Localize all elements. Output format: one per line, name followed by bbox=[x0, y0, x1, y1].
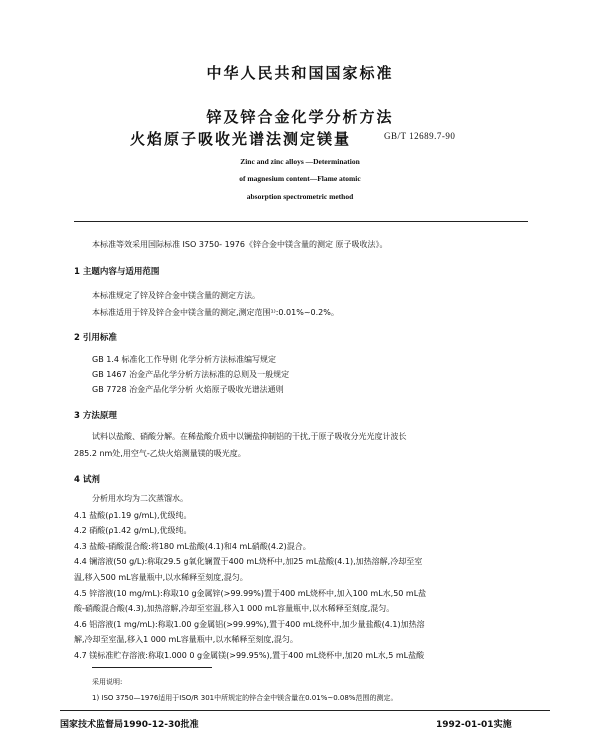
footnote-label: 采用说明: bbox=[92, 678, 123, 686]
section-4-line-1: 分析用水均为二次蒸馏水。 bbox=[92, 494, 188, 503]
section-2-line-3: GB 7728 冶金产品化学分析 火焰原子吸收光谱法通则 bbox=[92, 385, 284, 394]
section-3-line-2: 285.2 nm处,用空气-乙炔火焰测量镁的吸光度。 bbox=[74, 449, 246, 458]
english-title-line-2: of magnesium content—Flame atomic bbox=[239, 174, 361, 183]
section-4-line-6: 温,移入500 mL容量瓶中,以水稀释至刻度,混匀。 bbox=[74, 573, 248, 582]
section-1-heading: 1 主题内容与适用范围 bbox=[74, 267, 160, 277]
section-2-line-2: GB 1467 冶金产品化学分析方法标准的总则及一般规定 bbox=[92, 370, 290, 379]
section-1-line-1: 本标准规定了锌及锌合金中镁含量的测定方法。 bbox=[92, 291, 260, 300]
section-4-line-8: 酸-硝酸混合酸(4.3),加热溶解,冷却至室温,移入1 000 mL容量瓶中,以水稀释至刻度,混匀。 bbox=[74, 604, 395, 613]
section-4-line-4: 4.3 盐酸-硝酸混合酸:将180 mL盐酸(4.1)和4 mL硝酸(4.2)混合。 bbox=[74, 542, 311, 551]
intro-text: 本标准等效采用国际标准 ISO 3750- 1976《锌合金中镁含量的测定 原子吸收法》。 bbox=[92, 240, 388, 249]
section-4-line-5: 4.4 镧溶液(50 g/L):称取29.5 g氧化镧置于400 mL烧杯中,加25 mL盐酸(4.1),加热溶解,冷却至室 bbox=[74, 557, 423, 566]
section-2-line-1: GB 1.4 标准化工作导则 化学分析方法标准编写规定 bbox=[92, 355, 277, 364]
section-4-line-11: 4.7 镁标准贮存溶液:称取1.000 0 g金属镁(>99.95%),置于400 mL烧杯中,加20 mL水,5 mL盐酸 bbox=[74, 651, 425, 660]
section-4-line-10: 解,冷却至室温,移入1 000 mL容量瓶中,以水稀释至刻度,混匀。 bbox=[74, 635, 298, 644]
title-line-2: 火焰原子吸收光谱法测定镁量 bbox=[130, 130, 352, 148]
section-4-line-7: 4.5 锌溶液(10 mg/mL):称取10 g金属锌(>99.99%)置于400 mL烧杯中,加入100 mL水,50 mL盐 bbox=[74, 589, 427, 598]
footnote-divider bbox=[92, 667, 212, 668]
standard-number: GB/T 12689.7-90 bbox=[384, 131, 456, 141]
section-3-heading: 3 方法原理 bbox=[74, 411, 117, 421]
section-3-line-1: 试料以盐酸、硝酸分解。在稀盐酸介质中以镧盐抑制铝的干扰,于原子吸收分光光度计波长 bbox=[92, 432, 407, 441]
approval-info: 国家技术监督局1990-12-30批准 bbox=[60, 720, 199, 730]
section-4-line-2: 4.1 盐酸(ρ1.19 g/mL),优级纯。 bbox=[74, 511, 192, 520]
header-divider bbox=[74, 221, 528, 222]
footer-divider bbox=[60, 710, 550, 711]
section-1-line-2: 本标准适用于锌及锌合金中镁含量的测定,测定范围¹⁾:0.01%~0.2%。 bbox=[92, 308, 339, 317]
section-4-line-3: 4.2 硝酸(ρ1.42 g/mL),优级纯。 bbox=[74, 526, 192, 535]
section-2-heading: 2 引用标准 bbox=[74, 333, 117, 343]
section-4-heading: 4 试剂 bbox=[74, 475, 100, 485]
section-4-line-9: 4.6 铝溶液(1 mg/mL):称取1.00 g金属铝(>99.99%),置于400 mL烧杯中,加少量盐酸(4.1)加热溶 bbox=[74, 620, 425, 629]
footnote-text: 1) ISO 3750—1976适用于ISO/R 301中所规定的锌合金中镁含量在0.01%~0.08%范围的测定。 bbox=[92, 694, 398, 702]
title-line-1: 锌及锌合金化学分析方法 bbox=[206, 108, 394, 126]
effective-date: 1992-01-01实施 bbox=[436, 720, 512, 730]
standard-org: 中华人民共和国国家标准 bbox=[206, 64, 394, 82]
english-title-line-1: Zinc and zinc alloys —Determination bbox=[240, 157, 360, 166]
english-title-line-3: absorption spectrometric method bbox=[246, 192, 354, 201]
